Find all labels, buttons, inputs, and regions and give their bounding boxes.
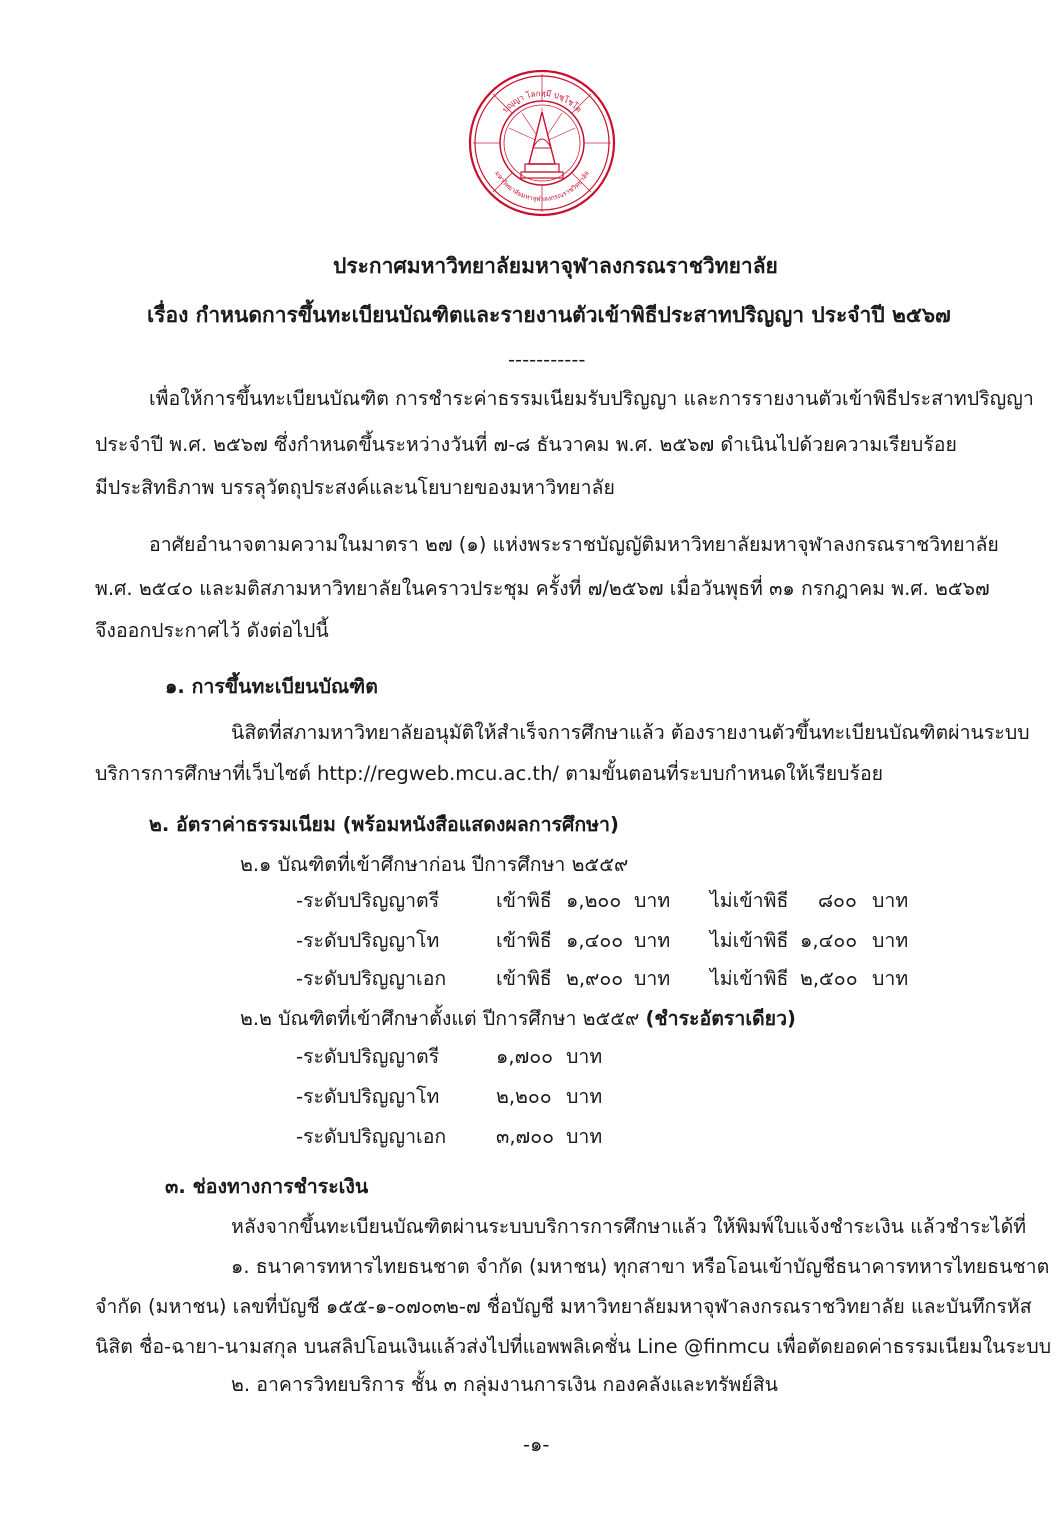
attend-amount: ๒,๙๐๐ <box>566 967 624 990</box>
section-2-1-title: ๒.๑ บัณฑิตที่เข้าศึกษาก่อน ปีการศึกษา ๒๕๕๙ <box>240 853 629 876</box>
fee-level: -ระดับปริญญาเอก <box>296 1125 447 1148</box>
section-1-heading: ๑. การขึ้นทะเบียนบัณฑิต <box>165 675 378 698</box>
fee-amount: ๒,๒๐๐ <box>496 1085 552 1108</box>
attend-label: เข้าพิธี <box>496 929 552 952</box>
section-2-2-title-bold: (ชำระอัตราเดียว) <box>645 1007 796 1030</box>
section-3-line-2: ๑. ธนาคารทหารไทยธนชาต จำกัด (มหาชน) ทุกสาขา หรือโอนเข้าบัญชีธนาคารทหารไทยธนชาต <box>231 1255 1050 1278</box>
unit: บาท <box>634 889 671 912</box>
document-subject: เรื่อง กำหนดการขึ้นทะเบียนบัณฑิตและรายงานตัวเข้าพิธีประสาทปริญญา ประจำปี ๒๕๖๗ <box>147 303 951 327</box>
section-2-2-title <box>240 1006 796 1032</box>
absent-label: ไม่เข้าพิธี <box>710 967 789 990</box>
fee-amount: ๑,๗๐๐ <box>496 1045 554 1068</box>
fee-level: -ระดับปริญญาเอก <box>296 967 447 990</box>
unit: บาท <box>634 967 671 990</box>
intro-p1-line-1: เพื่อให้การขึ้นทะเบียนบัณฑิต การชำระค่าธรรมเนียมรับปริญญา และการรายงานตัวเข้าพิธีประสาทปริญญา <box>149 387 1034 410</box>
unit: บาท <box>872 889 909 912</box>
attend-label: เข้าพิธี <box>496 889 552 912</box>
page-title: ประกาศมหาวิทยาลัยมหาจุฬาลงกรณราชวิทยาลัย <box>333 254 778 278</box>
intro-p2-line-3: จึงออกประกาศไว้ ดังต่อไปนี้ <box>95 619 329 642</box>
section-3-line-5: ๒. อาคารวิทยบริการ ชั้น ๓ กลุ่มงานการเงิน กองคลังและทรัพย์สิน <box>231 1373 778 1396</box>
absent-amount: ๘๐๐ <box>818 889 857 912</box>
seal-bottom-text: มหาวิทยาลัยมหาจุฬาลงกรณราชวิทยาลัย <box>493 169 591 204</box>
section-3-line-1: หลังจากขึ้นทะเบียนบัณฑิตผ่านระบบบริการการศึกษาแล้ว ให้พิมพ์ใบแจ้งชำระเงิน แล้วชำระได้ที่ <box>231 1215 1027 1238</box>
section-3-heading: ๓. ช่องทางการชำระเงิน <box>165 1175 369 1198</box>
section-3-line-3: จำกัด (มหาชน) เลขที่บัญชี ๑๕๕-๑-๐๗๐๓๒-๗ ชื่อบัญชี มหาวิทยาลัยมหาจุฬาลงกรณราชวิทยาลัย และบันทึกรหัส <box>95 1295 1032 1318</box>
intro-p1-line-2: ประจำปี พ.ศ. ๒๕๖๗ ซึ่งกำหนดขึ้นระหว่างวันที่ ๗-๘ ธันวาคม พ.ศ. ๒๕๖๗ ดำเนินไปด้วยความเรียบร้อย <box>95 433 957 456</box>
fee-level: -ระดับปริญญาตรี <box>296 1045 440 1068</box>
absent-label: ไม่เข้าพิธี <box>710 929 789 952</box>
section-1-line-1: นิสิตที่สภามหาวิทยาลัยอนุมัติให้สำเร็จการศึกษาแล้ว ต้องรายงานตัวขึ้นทะเบียนบัณฑิตผ่านระบบ <box>231 721 1030 744</box>
absent-label: ไม่เข้าพิธี <box>710 889 789 912</box>
unit: บาท <box>872 929 909 952</box>
attend-amount: ๑,๒๐๐ <box>566 889 622 912</box>
section-1-line-2: บริการการศึกษาที่เว็บไซต์ http://regweb.mcu.ac.th/ ตามขั้นตอนที่ระบบกำหนดให้เรียบร้อย <box>95 762 884 785</box>
page-number: -๑- <box>523 1433 550 1456</box>
section-2-heading: ๒. อัตราค่าธรรมเนียม (พร้อมหนังสือแสดงผลการศึกษา) <box>149 813 619 836</box>
intro-p2-line-1: อาศัยอำนาจตามความในมาตรา ๒๗ (๑) แห่งพระราชบัญญัติมหาวิทยาลัยมหาจุฬาลงกรณราชวิทยาลัย <box>149 533 999 556</box>
attend-amount: ๑,๔๐๐ <box>566 929 624 952</box>
unit: บาท <box>872 967 909 990</box>
unit: บาท <box>566 1085 603 1108</box>
unit: บาท <box>566 1045 603 1068</box>
unit: บาท <box>634 929 671 952</box>
intro-p2-line-2: พ.ศ. ๒๕๔๐ และมติสภามหาวิทยาลัยในคราวประชุม ครั้งที่ ๗/๒๕๖๗ เมื่อวันพุธที่ ๓๑ กรกฎาคม พ.ศ. ๒๕๖๗ <box>95 577 990 600</box>
fee-amount: ๓,๗๐๐ <box>496 1125 554 1148</box>
section-3-line-4: นิสิต ชื่อ-ฉายา-นามสกุล บนสลิปโอนเงินแล้วส่งไปที่แอพพลิเคชั่น Line @finmcu เพื่อตัดยอดค่าธรรมเนียมในระบบ <box>95 1335 1052 1358</box>
section-2-2-title-text: ๒.๒ บัณฑิตที่เข้าศึกษาตั้งแต่ ปีการศึกษา ๒๕๕๙ <box>240 1007 640 1030</box>
fee-level: -ระดับปริญญาโท <box>296 1085 440 1108</box>
university-seal-icon <box>467 68 617 218</box>
attend-label: เข้าพิธี <box>496 967 552 990</box>
fee-level: -ระดับปริญญาตรี <box>296 889 440 912</box>
absent-amount: ๒,๕๐๐ <box>800 967 858 990</box>
fee-level: -ระดับปริญญาโท <box>296 929 440 952</box>
seal-top-text: ปญฺญา โลกสฺมึ ปชฺโชโต <box>500 88 584 115</box>
header-separator: ----------- <box>508 348 586 371</box>
unit: บาท <box>566 1125 603 1148</box>
intro-p1-line-3: มีประสิทธิภาพ บรรลุวัตถุประสงค์และนโยบายของมหาวิทยาลัย <box>95 476 615 499</box>
absent-amount: ๑,๔๐๐ <box>800 929 858 952</box>
